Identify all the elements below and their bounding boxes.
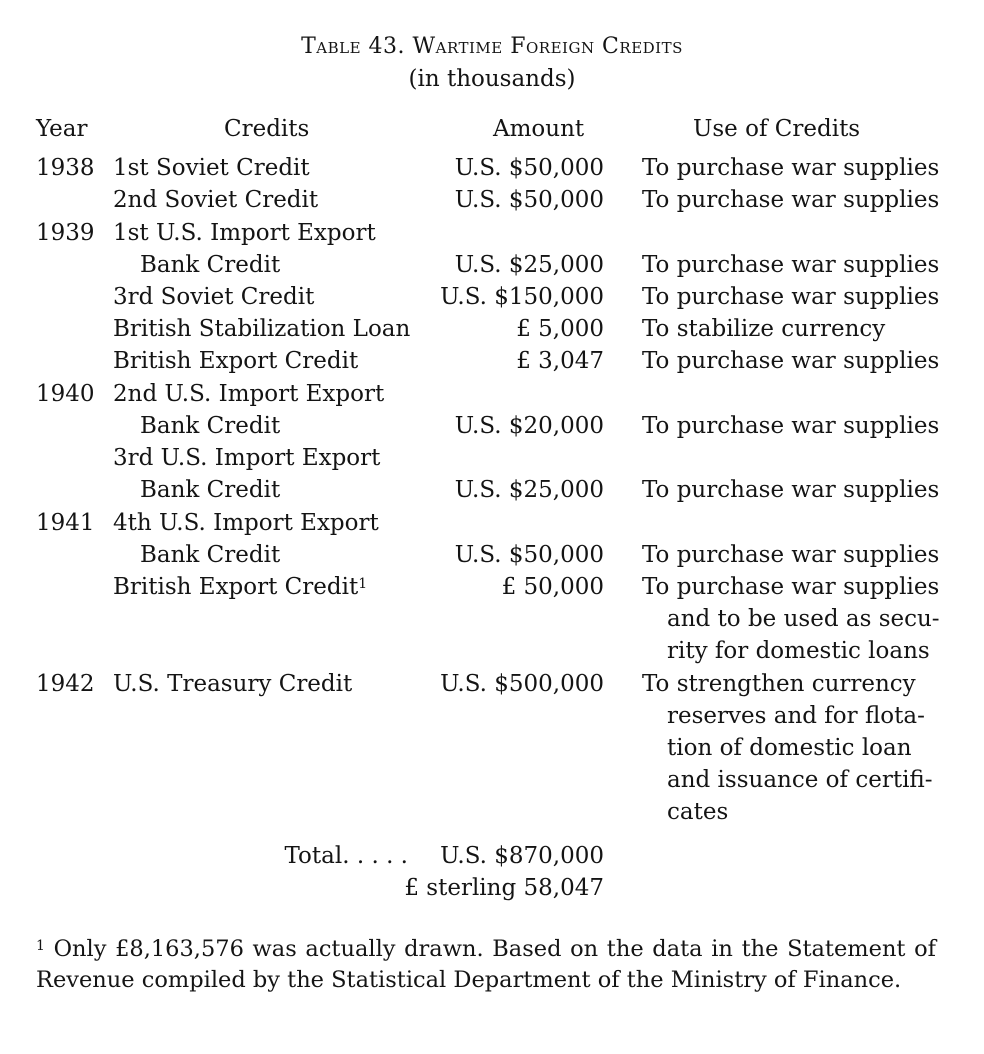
- row-credit-cont: Bank Credit: [140, 252, 281, 278]
- row-year: 1938: [36, 155, 95, 181]
- header-amount: Amount: [493, 116, 585, 142]
- row-amount: £ 5,000: [516, 316, 604, 342]
- row-amount: U.S. $25,000: [454, 252, 604, 278]
- row-year: 1941: [36, 510, 95, 536]
- total-sterling: £ sterling 58,047: [404, 875, 604, 901]
- table-title: Table 43. Wartime Foreign Credits: [301, 34, 683, 59]
- row-amount: U.S. $25,000: [454, 477, 604, 503]
- row-year: 1939: [36, 220, 95, 246]
- row-amount: U.S. $50,000: [454, 542, 604, 568]
- footnote: [36, 934, 936, 996]
- row-use: To purchase war supplies: [642, 413, 940, 439]
- row-credit: 2nd Soviet Credit: [113, 187, 319, 213]
- footnote-marker: 1: [358, 576, 368, 592]
- row-credit: [113, 572, 367, 602]
- row-amount: U.S. $20,000: [454, 413, 604, 439]
- row-use: To purchase war supplies: [642, 542, 940, 568]
- row-amount: £ 50,000: [501, 574, 604, 600]
- row-credit-cont: Bank Credit: [140, 542, 281, 568]
- row-credit-text: British Export Credit: [113, 574, 359, 600]
- row-amount: U.S. $150,000: [440, 284, 604, 310]
- row-credit: U.S. Treasury Credit: [113, 671, 353, 697]
- row-amount: U.S. $500,000: [440, 671, 604, 697]
- total-us: U.S. $870,000: [440, 843, 604, 869]
- footnote-marker: 1: [36, 938, 45, 954]
- row-use-cont: reserves and for flota-: [667, 703, 925, 729]
- row-credit: 1st Soviet Credit: [113, 155, 310, 181]
- row-credit: 4th U.S. Import Export: [113, 510, 379, 536]
- row-credit: British Stabilization Loan: [113, 316, 411, 342]
- row-use-cont: cates: [667, 799, 729, 825]
- row-use: To purchase war supplies: [642, 477, 940, 503]
- row-use: To purchase war supplies: [642, 187, 940, 213]
- row-year: 1940: [36, 381, 95, 407]
- row-use-cont: rity for domestic loans: [667, 638, 930, 664]
- row-use: To purchase war supplies: [642, 574, 940, 600]
- row-credit: 3rd Soviet Credit: [113, 284, 315, 310]
- row-use: To purchase war supplies: [642, 284, 940, 310]
- row-use: To purchase war supplies: [642, 348, 940, 374]
- row-credit: 2nd U.S. Import Export: [113, 381, 385, 407]
- row-amount: £ 3,047: [516, 348, 604, 374]
- row-credit-cont: Bank Credit: [140, 477, 281, 503]
- row-amount: U.S. $50,000: [454, 155, 604, 181]
- header-year: Year: [36, 116, 88, 142]
- row-amount: U.S. $50,000: [454, 187, 604, 213]
- table-subtitle: (in thousands): [408, 66, 576, 92]
- total-label: Total. . . . .: [284, 843, 408, 869]
- row-use: To purchase war supplies: [642, 252, 940, 278]
- row-credit-cont: Bank Credit: [140, 413, 281, 439]
- row-use: To strengthen currency: [642, 671, 916, 697]
- header-credits: Credits: [224, 116, 310, 142]
- row-credit: 3rd U.S. Import Export: [113, 445, 381, 471]
- row-use: To purchase war supplies: [642, 155, 940, 181]
- row-use-cont: tion of domestic loan: [667, 735, 912, 761]
- footnote-text: Only £8,163,576 was actually drawn. Based on the data in the Statement of Revenue compiled by the Statistical Department of the Ministry of Finance.: [36, 936, 936, 993]
- row-credit: 1st U.S. Import Export: [113, 220, 376, 246]
- row-use: To stabilize currency: [642, 316, 886, 342]
- row-use-cont: and to be used as secu-: [667, 606, 940, 632]
- row-credit: British Export Credit: [113, 348, 359, 374]
- row-year: 1942: [36, 671, 95, 697]
- row-use-cont: and issuance of certifi-: [667, 767, 933, 793]
- header-use: Use of Credits: [693, 116, 861, 142]
